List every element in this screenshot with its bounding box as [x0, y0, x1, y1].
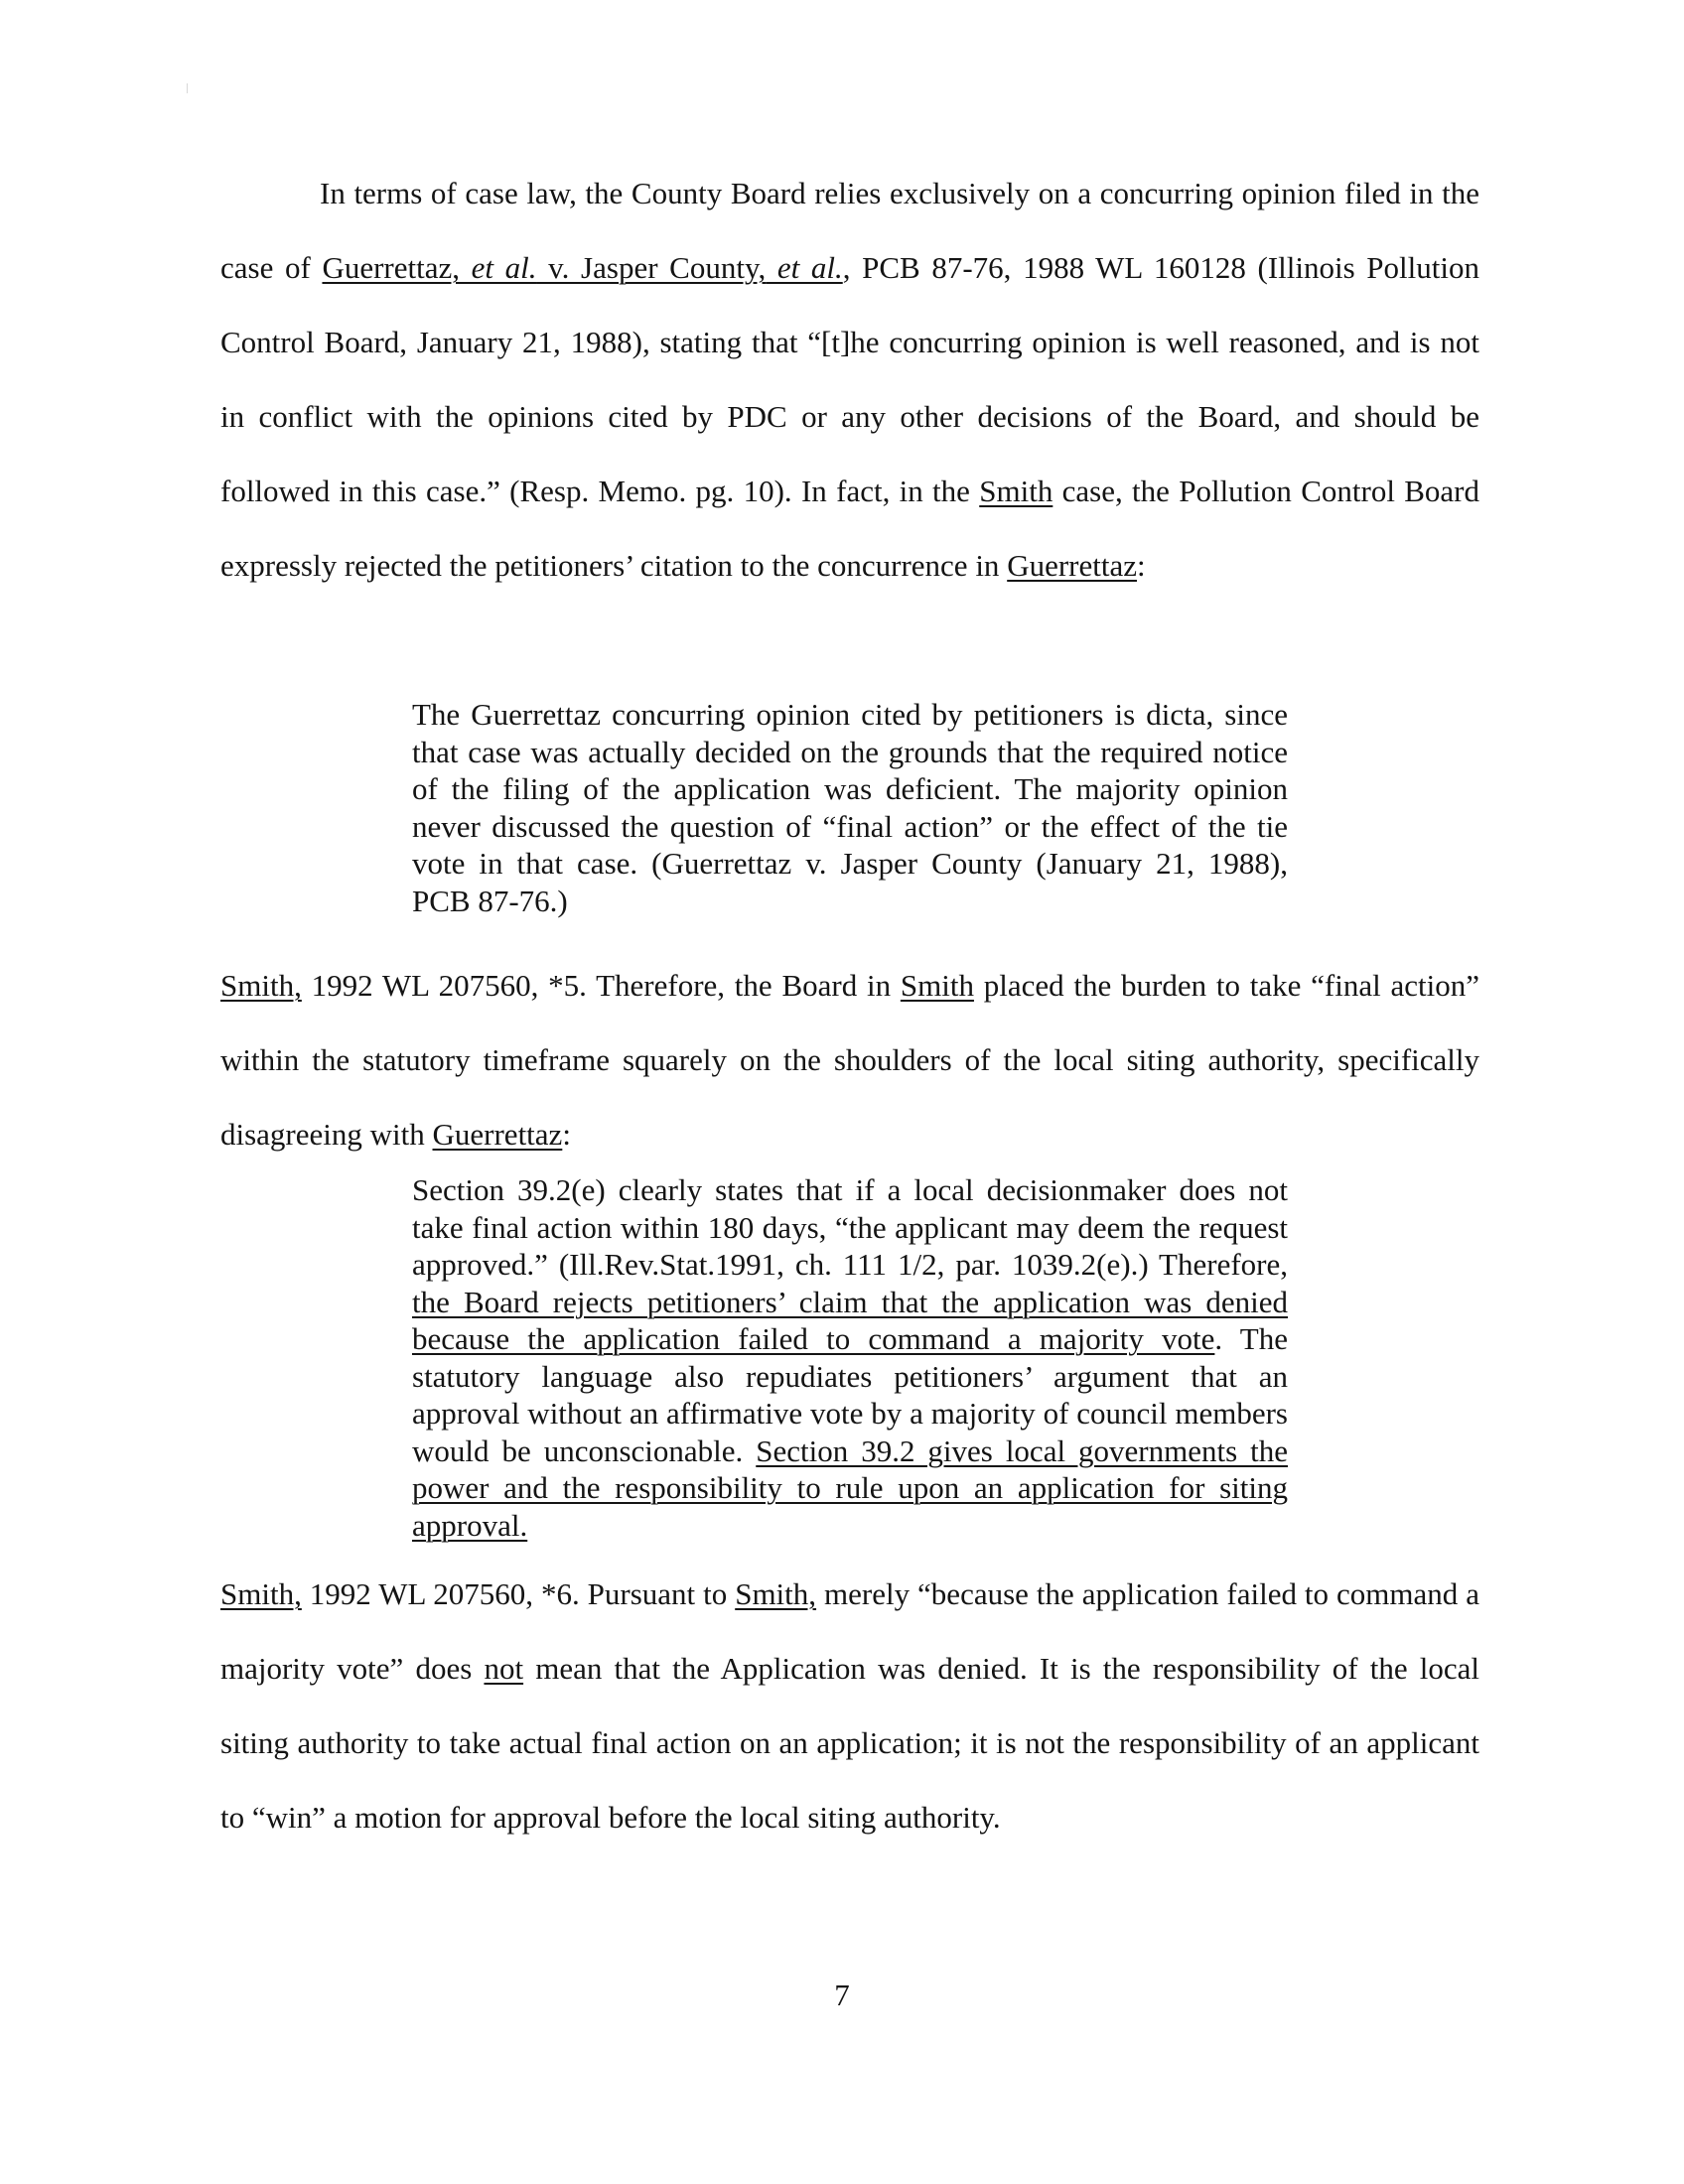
case-reference-smith: Smith	[900, 968, 974, 1003]
block-quote-dicta: The Guerrettaz concurring opinion cited by petitioners is dicta, since that case was actually decided on the grounds that the required notice of the filing of the application was deficient. The majority opinion never discussed the question of “final action” or the effect of the tie vote in that case. (Guerrettaz v. Jasper County (January 21, 1988), PCB 87-76.)	[412, 697, 1288, 918]
underlined-holding: Section 39.2 gives local governments the power and the responsibility to rule upon an application for siting approval.	[412, 1433, 1289, 1543]
paragraph-smith-burden	[220, 948, 1479, 1171]
text-run: , PCB 87-76, 1988 WL 160128 (Illinois Pollution Control Board, January 21, 1988), stating that “[t]he concurring opinion is well reasoned, and is not in conflict with the opinions cited by PDC or any other decisions of the Board, and should be followed in this case.” (Resp. Memo. pg. 10). In fact, in the	[220, 250, 1479, 508]
case-reference-smith: Smith,	[220, 1576, 302, 1611]
case-reference-guerrettaz: Guerrettaz	[432, 1117, 563, 1152]
text-run: case, the Pollution Control Board expressly rejected the petitioners’ citation to the concurrence in	[220, 474, 1480, 583]
underlined-holding: the Board rejects petitioners’ claim that the application was denied because the application failed to command a majority vote	[412, 1284, 1288, 1356]
case-reference-smith: Smith	[979, 474, 1053, 508]
text-run: Section 39.2(e) clearly states that if a local decisionmaker does not take final action within 180 days, “the applicant may deem the request approved.” (Ill.Rev.Stat.1991, ch. 111 1/2, par. 1039.2(e).) Therefore,	[412, 1172, 1288, 1282]
case-name-part: v. Jasper County,	[536, 250, 767, 285]
page-number: 7	[834, 1978, 850, 2012]
scan-mark	[187, 83, 188, 93]
text-run: :	[562, 1117, 571, 1152]
case-name-italic: et al.	[766, 250, 843, 285]
text-run: 1992 WL 207560, *5. Therefore, the Board in	[301, 968, 901, 1003]
text-run: mean that the Application was denied. It is the responsibility of the local siting authority to take actual final action on an application; it is not the responsibility of an applicant to “win” a motion for approval before the local siting authority.	[220, 1651, 1479, 1835]
case-name-italic: et al.	[460, 250, 537, 285]
text-run: placed the burden to take “final action” within the statutory timeframe squarely on the shoulders of the local siting authority, specifically disagreeing with	[220, 968, 1479, 1152]
block-quote-section-39-2	[412, 1171, 1288, 1544]
case-name-part: Guerrettaz,	[322, 250, 460, 285]
text-run: . The statutory language also repudiates petitioners’ argument that an approval without an affirmative vote by a majority of council members would be unconscionable.	[412, 1321, 1288, 1468]
case-citation-guerrettaz	[322, 250, 842, 285]
text-run: :	[1136, 548, 1146, 583]
text-run: In terms of case law, the County Board relies exclusively on a concurring opinion filed in the case of	[220, 176, 1479, 285]
case-reference-smith: Smith,	[220, 968, 302, 1003]
text-run: merely “because the application failed to command a majority vote” does	[220, 1576, 1479, 1686]
case-reference-guerrettaz: Guerrettaz	[1007, 548, 1137, 583]
paragraph-case-law	[220, 156, 1479, 603]
case-reference-smith: Smith,	[735, 1576, 817, 1611]
text-run: 1992 WL 207560, *6. Pursuant to	[301, 1576, 736, 1611]
emphasis-not: not	[484, 1651, 524, 1686]
paragraph-pursuant-to-smith	[220, 1557, 1479, 1854]
